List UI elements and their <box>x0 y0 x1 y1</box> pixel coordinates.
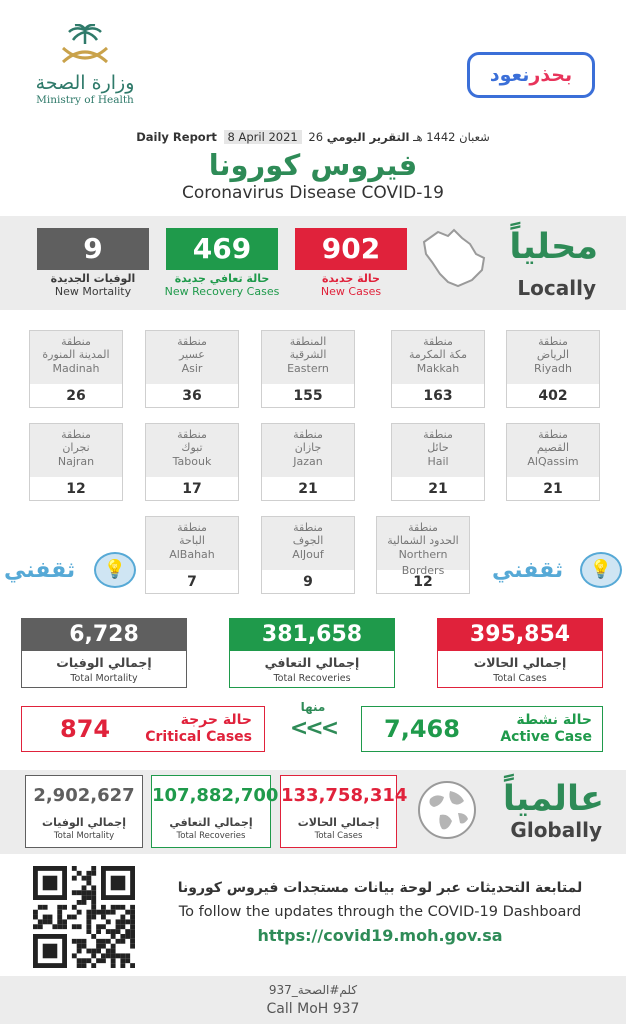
ministry-name-ar: وزارة الصحة <box>35 72 135 94</box>
region-name-en: Asir <box>181 362 203 375</box>
region-prefix: منطقة <box>538 335 568 348</box>
page-title-en: Coronavirus Disease COVID-19 <box>181 183 444 203</box>
thaqafni-text: ثقفني <box>4 558 76 583</box>
globally-title-ar: عالمياً <box>502 779 604 819</box>
ministry-name-en: Ministry of Health <box>36 94 134 106</box>
region-card <box>261 516 355 594</box>
region-name-en: AlJouf <box>292 548 324 561</box>
new-cases-label <box>285 272 417 298</box>
global-cases-value: 133,758,314 <box>281 785 408 806</box>
region-name-en: Hail <box>427 455 449 468</box>
total-cases-value: 395,854 <box>438 619 602 651</box>
globally-title-en: Globally <box>510 818 602 842</box>
new-mortality-label <box>30 272 156 298</box>
total-cases-label-ar: إجمالي الحالات <box>473 655 567 670</box>
region-prefix: المنطقة <box>289 335 327 348</box>
total-recoveries-card <box>229 618 395 688</box>
region-name-en: Jazan <box>293 455 323 468</box>
region-prefix: منطقة <box>177 521 207 534</box>
critical-cases-label-ar: حالة حرجة <box>180 712 252 728</box>
region-card <box>506 330 600 408</box>
region-header <box>377 517 469 577</box>
new-cases-label-ar: حالة جديدة <box>322 272 380 285</box>
global-cases-label-ar: إجمالي الحالات <box>297 816 380 829</box>
region-name-ar: الجوف <box>292 534 324 547</box>
region-name-ar: المدينة المنورة <box>42 348 110 361</box>
slogan-part-1: بحذر <box>529 64 573 86</box>
region-prefix: منطقة <box>408 521 438 534</box>
region-header <box>146 424 238 477</box>
global-mortality-value: 2,902,627 <box>33 785 135 806</box>
critical-cases-label-en: Critical Cases <box>145 729 252 745</box>
region-value: 402 <box>538 388 568 404</box>
region-header <box>30 331 122 384</box>
new-mortality-label-ar: الوفيات الجديدة <box>50 272 136 285</box>
thaqafni-badge-right <box>492 552 613 592</box>
region-name-en: AlQassim <box>527 455 579 468</box>
region-header <box>507 424 599 477</box>
total-recoveries-label-en: Total Recoveries <box>273 673 351 684</box>
region-value: 155 <box>293 388 323 404</box>
region-prefix: منطقة <box>61 335 91 348</box>
total-mortality-label-ar: إجمالي الوفيات <box>56 655 152 670</box>
region-header <box>392 424 484 477</box>
dashboard-text-en: To follow the updates through the COVID-19 Dashboard <box>178 904 582 920</box>
saudi-map-icon <box>418 224 488 290</box>
region-name-en: Najran <box>57 455 95 468</box>
region-name-ar: الباحة <box>179 534 205 547</box>
locally-title-en: Locally <box>517 276 596 300</box>
region-value: 12 <box>66 481 86 497</box>
total-cases-card <box>437 618 603 688</box>
region-header <box>262 517 354 570</box>
region-name-ar: الرياض <box>536 348 570 361</box>
locally-title-ar: محلياً <box>509 227 598 267</box>
thaqafni-badge-left <box>4 552 127 592</box>
region-name-ar: نجران <box>62 441 90 454</box>
region-card <box>145 516 239 594</box>
region-header <box>507 331 599 384</box>
region-card <box>391 330 485 408</box>
active-cases-card <box>361 706 603 752</box>
total-cases-label-en: Total Cases <box>493 673 547 684</box>
from-them-label: منها <box>300 700 326 714</box>
dashboard-text-ar: لمتابعة التحديثات عبر لوحة بيانات مستجدات فيروس كورونا <box>177 880 583 896</box>
region-prefix: منطقة <box>538 428 568 441</box>
region-value: 26 <box>66 388 86 404</box>
arrows-icon: <<< <box>289 716 337 741</box>
palm-swords-emblem-icon <box>55 24 115 68</box>
global-cases-card <box>280 775 408 848</box>
region-card <box>29 423 123 501</box>
active-cases-label <box>500 712 592 746</box>
new-recovery-label-en: New Recovery Cases <box>164 285 280 298</box>
footer-hashtag: كلم#الصحة_937 <box>268 983 358 997</box>
page-title-ar: فيروس كورونا <box>208 148 418 182</box>
region-name-en: AlBahah <box>169 548 215 561</box>
region-card <box>29 330 123 408</box>
region-prefix: منطقة <box>293 428 323 441</box>
new-recovery-label-ar: حالة تعافي جديدة <box>174 272 270 285</box>
region-card <box>145 423 239 501</box>
lightbulb-icon: 💡 <box>580 552 622 588</box>
region-prefix: منطقة <box>293 521 323 534</box>
region-prefix: منطقة <box>423 335 453 348</box>
region-card <box>145 330 239 408</box>
total-recoveries-value: 381,658 <box>230 619 394 651</box>
region-name-ar: الشرقية <box>289 348 327 361</box>
total-mortality-label-en: Total Mortality <box>70 673 138 684</box>
region-name-ar: مكة المكرمة <box>408 348 468 361</box>
critical-cases-value: 874 <box>60 715 111 743</box>
region-card <box>261 330 355 408</box>
qr-code-icon <box>33 866 135 968</box>
global-cases-label-en: Total Cases <box>314 831 363 841</box>
region-value: 163 <box>423 388 453 404</box>
report-label-en: Daily Report <box>136 130 217 144</box>
region-value: 7 <box>187 574 197 590</box>
footer <box>0 976 626 1024</box>
region-value: 21 <box>543 481 563 497</box>
region-name-ar: حائل <box>427 441 449 454</box>
total-mortality-value: 6,728 <box>22 619 186 651</box>
critical-cases-card <box>21 706 265 752</box>
total-mortality-card <box>21 618 187 688</box>
globe-icon <box>416 779 478 841</box>
region-value: 12 <box>413 574 433 590</box>
region-name-en: Eastern <box>287 362 329 375</box>
active-cases-value: 7,468 <box>384 715 460 743</box>
new-mortality-label-en: New Mortality <box>54 285 132 298</box>
region-value: 17 <box>182 481 202 497</box>
region-value: 21 <box>298 481 318 497</box>
region-prefix: منطقة <box>61 428 91 441</box>
region-value: 36 <box>182 388 202 404</box>
region-prefix: منطقة <box>177 335 207 348</box>
new-recovery-label <box>152 272 292 298</box>
new-mortality-value: 9 <box>37 228 149 270</box>
global-recoveries-label-ar: إجمالي التعافي <box>169 816 253 829</box>
region-value: 21 <box>428 481 448 497</box>
new-cases-label-en: New Cases <box>320 285 382 298</box>
slogan-part-2: نعود <box>489 64 530 86</box>
new-cases-value: 902 <box>295 228 407 270</box>
global-mortality-label-ar: إجمالي الوفيات <box>42 816 126 829</box>
region-name-ar: القصيم <box>536 441 570 454</box>
dashboard-url-link[interactable]: https://covid19.moh.gov.sa <box>257 926 503 945</box>
footer-call: Call MoH 937 <box>266 1001 360 1017</box>
moh-logo <box>30 24 140 119</box>
region-value: 9 <box>303 574 313 590</box>
region-name-en: Northern Borders <box>398 548 448 577</box>
region-card <box>261 423 355 501</box>
region-name-en: Tabouk <box>172 455 212 468</box>
global-mortality-card <box>25 775 143 848</box>
region-name-ar: الحدود الشمالية <box>387 534 459 547</box>
region-name-ar: تبوك <box>181 441 203 454</box>
global-recoveries-value: 107,882,700 <box>152 785 279 806</box>
slogan-logo <box>467 52 595 98</box>
thaqafni-text: ثقفني <box>492 558 564 583</box>
region-card <box>376 516 470 594</box>
region-name-en: Madinah <box>52 362 100 375</box>
report-hijri-date: 26 شعبان 1442 هـ <box>308 130 490 144</box>
global-recoveries-label-en: Total Recoveries <box>176 831 246 841</box>
region-name-en: Makkah <box>416 362 460 375</box>
region-prefix: منطقة <box>423 428 453 441</box>
active-cases-label-en: Active Case <box>500 729 592 745</box>
region-name-ar: جازان <box>294 441 322 454</box>
lightbulb-icon: 💡 <box>94 552 136 588</box>
new-recovery-value: 469 <box>166 228 278 270</box>
region-header <box>262 331 354 384</box>
region-header <box>30 424 122 477</box>
region-card <box>391 423 485 501</box>
global-recoveries-card <box>151 775 279 848</box>
region-header <box>146 331 238 384</box>
report-date: 8 April 2021 <box>224 130 302 144</box>
report-line <box>0 130 626 144</box>
total-recoveries-label-ar: إجمالي التعافي <box>264 655 360 670</box>
active-cases-label-ar: حالة نشطة <box>516 712 592 728</box>
region-header <box>146 517 238 570</box>
report-label-ar: التقرير اليومي <box>326 130 410 144</box>
region-card <box>506 423 600 501</box>
region-prefix: منطقة <box>177 428 207 441</box>
region-header <box>262 424 354 477</box>
region-name-en: Riyadh <box>534 362 572 375</box>
region-name-ar: عسير <box>179 348 205 361</box>
critical-cases-label <box>145 712 252 746</box>
region-header <box>392 331 484 384</box>
global-mortality-label-en: Total Mortality <box>53 831 115 841</box>
